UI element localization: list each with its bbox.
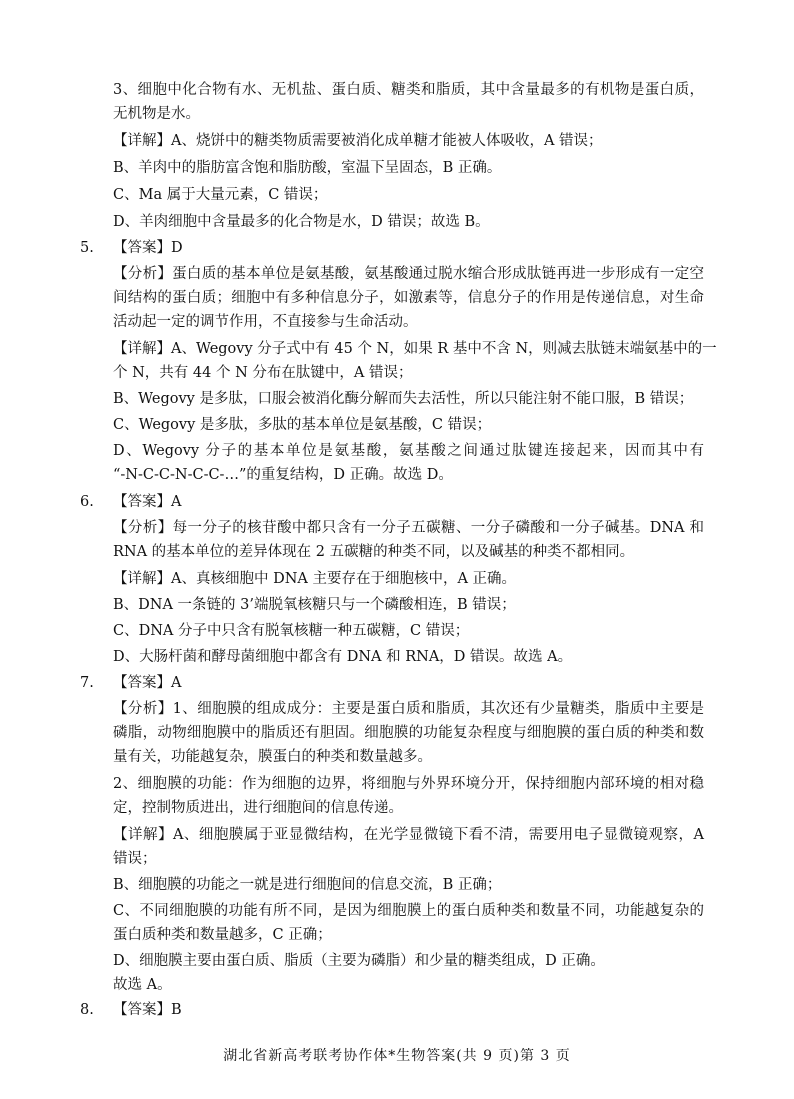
analysis-line: 2、细胞膜的功能：作为细胞的边界，将细胞与外界环境分开，保持细胞内部环境的相对稳: [113, 776, 704, 792]
option-line: 蛋白质种类和数量越多，C 正确；: [113, 927, 332, 943]
option-line: C、DNA 分子中只含有脱氧核糖一种五碳糖，C 错误；: [113, 623, 470, 639]
analysis-line: 磷脂，动物细胞膜中的脂质还有胆固。细胞膜的功能复杂程度与细胞膜的蛋白质的种类和数: [113, 725, 704, 741]
option-line: D、大肠杆菌和酵母菌细胞中都含有 DNA 和 RNA，D 错误。故选 A。: [113, 649, 573, 665]
option-line: B、DNA 一条链的 3’端脱氧核糖只与一个磷酸相连，B 错误；: [113, 597, 516, 613]
analysis-line: 【分析】蛋白质的基本单位是氨基酸，氨基酸通过脱水缩合形成肽链再进一步形成有一定空: [113, 266, 704, 282]
detail-line: 【详解】A、真核细胞中 DNA 主要存在于细胞核中，A 正确。: [113, 571, 517, 587]
analysis-line: 【分析】每一分子的核苷酸中都只含有一分子五碳糖、一分子磷酸和一分子碱基。DNA 和: [113, 520, 704, 536]
analysis-line: 间结构的蛋白质；细胞中有多种信息分子，如激素等，信息分子的作用是传递信息，对生命: [113, 290, 704, 306]
detail-line: 错误；: [113, 851, 157, 867]
question-number: 5.: [80, 240, 94, 256]
detail-line: 【详解】A、细胞膜属于亚显微结构，在光学显微镜下看不清，需要用电子显微镜观察，A: [113, 827, 704, 843]
option-line: C、Wegovy 是多肽，多肽的基本单位是氨基酸，C 错误；: [113, 417, 492, 433]
option-line: D、羊肉细胞中含量最多的化合物是水，D 错误；故选 B。: [113, 214, 490, 230]
answer-line: 【答案】D: [113, 240, 183, 256]
option-line: D、细胞膜主要由蛋白质、脂质（主要为磷脂）和少量的糖类组成，D 正确。: [113, 953, 605, 969]
option-line: C、Ma 属于大量元素，C 错误；: [113, 187, 328, 203]
analysis-line: 定，控制物质进出，进行细胞间的信息传递。: [113, 800, 403, 816]
option-line: “-N-C-C-N-C-C-…”的重复结构，D 正确。故选 D。: [113, 467, 453, 483]
analysis-line: 活动起一定的调节作用，不直接参与生命活动。: [113, 314, 418, 330]
option-line: C、不同细胞膜的功能有所不同，是因为细胞膜上的蛋白质种类和数量不同，功能越复杂的: [113, 903, 704, 919]
detail-line: 【详解】A、Wegovy 分子式中有 45 个 N，如果 R 基中不含 N，则减去肽链末端氨基中的一: [113, 341, 717, 357]
analysis-line: RNA 的基本单位的差异体现在 2 五碳糖的种类不同，以及碱基的种类不都相同。: [113, 544, 635, 560]
option-line: B、Wegovy 是多肽，口服会被消化酶分解而失去活性，所以只能注射不能口服，B 错误；: [113, 391, 694, 407]
answer-line: 【答案】A: [113, 675, 182, 691]
answer-line: 【答案】B: [113, 1002, 182, 1018]
option-line: D、Wegovy 分子的基本单位是氨基酸，氨基酸之间通过肽键连接起来，因而其中有: [113, 443, 704, 459]
page-footer: 湖北省新高考联考协作体*生物答案(共 9 页)第 3 页: [223, 1048, 571, 1064]
option-line: B、羊肉中的脂肪富含饱和脂肪酸，室温下呈固态，B 正确。: [113, 160, 502, 176]
question-number: 6.: [80, 494, 94, 510]
option-line: B、细胞膜的功能之一就是进行细胞间的信息交流，B 正确；: [113, 877, 502, 893]
text-line: 无机物是水。: [113, 106, 200, 122]
detail-line: 【详解】A、烧饼中的糖类物质需要被消化成单糖才能被人体吸收，A 错误；: [113, 133, 603, 149]
analysis-line: 量有关，功能越复杂，膜蛋白的种类和数量越多。: [113, 749, 432, 765]
answer-line: 【答案】A: [113, 494, 182, 510]
analysis-line: 【分析】1、细胞膜的组成成分：主要是蛋白质和脂质，其次还有少量糖类，脂质中主要是: [113, 701, 704, 717]
question-number: 7.: [80, 675, 94, 691]
conclusion-line: 故选 A。: [113, 977, 172, 993]
detail-line: 个 N，共有 44 个 N 分布在肽键中，A 错误；: [113, 365, 413, 381]
text-line: 3、细胞中化合物有水、无机盐、蛋白质、糖类和脂质，其中含量最多的有机物是蛋白质，: [113, 82, 704, 98]
question-number: 8.: [80, 1002, 94, 1018]
